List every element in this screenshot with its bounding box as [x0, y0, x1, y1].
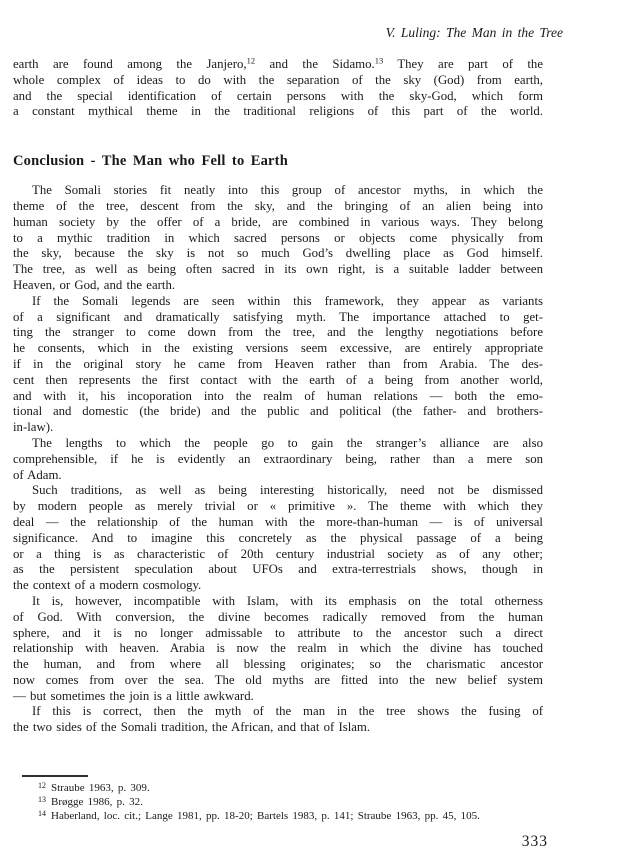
footnote-12 [13, 782, 543, 796]
text-line: comprehensible, if he is evidently an extraordinary being, rather than a mere son [13, 451, 543, 466]
text-line: Such traditions, as well as being interesting historically, need not be dismissed [32, 483, 543, 498]
footnotes-section [13, 775, 543, 823]
page-number: 333 [521, 833, 548, 850]
text-line: of God. With conversion, the divine becomes radically removed from the human [13, 609, 543, 624]
footnote-separator [22, 775, 88, 777]
text-line: a constant mythical theme in the traditional religions of this part of the world. [13, 104, 543, 119]
text-line: the human, and from where all blessing originates; so the charismatic ancestor [13, 657, 543, 672]
text-line: ting the stranger to come down from the tree, and the lengthy negotiations before [13, 325, 543, 340]
paragraph-5 [13, 483, 543, 594]
text-line: by modern people as merely trivial or « primitive ». The theme with which they [13, 499, 543, 514]
text-line: cent then represents the first contact with the earth of a being from another world, [13, 372, 543, 387]
text-segment: earth are found among the Janjero, [13, 57, 247, 71]
text-line: to a mythic tradition in which sacred persons or objects come physically from [13, 230, 543, 245]
footnote-text: Brøgge 1986, p. 32. [51, 795, 143, 808]
text-segment: They are part of the [383, 57, 543, 71]
paragraph-3 [13, 294, 543, 436]
text-line: he consents, which in the existing versions seem excessive, are entirely appropriate [13, 341, 543, 356]
paragraph-2 [13, 183, 543, 294]
text-line: tional and domestic (the bride) and the public and political (the father- and brothers- [13, 404, 543, 419]
text-line: human society by the offer of a bride, are combined in various ways. They belong [13, 214, 543, 229]
text-line: The tree, as well as being often sacred in its own right, is a suitable ladder between [13, 262, 543, 277]
text-line: If this is correct, then the myth of the man in the tree shows the fusing of [32, 704, 543, 719]
text-line: — but sometimes the join is a little awkward. [13, 688, 254, 703]
text-line: in-law). [13, 420, 54, 435]
text-line: deal — the relationship of the human with the more-than-human — is of universal [13, 514, 543, 529]
paragraph-6 [13, 594, 543, 705]
text-line: or a thing is as characteristic of 20th century industrial society as of any other; [13, 546, 543, 561]
footnote-ref-13: 13 [374, 55, 384, 66]
text-line: If the Somali legends are seen within this framework, they appear as variants [32, 293, 543, 308]
footnote-13 [13, 796, 543, 810]
text-line: significance. And to imagine this concretely as the physical passage of a being [13, 530, 543, 545]
paragraph-4 [13, 436, 543, 483]
text-line: and with it, his incoporation into the realm of human relations — both the emo- [13, 388, 543, 403]
text-line: if in the original story he came from Heaven rather than from Arabia. The des- [13, 356, 543, 371]
text-line: of a significant and dramatically satisfying myth. The importance attached to get- [13, 309, 543, 324]
footnote-14 [13, 810, 543, 824]
text-segment: and the Sidamo. [255, 57, 375, 71]
footnote-number: 14 [38, 808, 46, 818]
text-line: It is, however, incompatible with Islam, with its emphasis on the total otherness [32, 593, 543, 608]
text-line: The Somali stories fit neatly into this group of ancestor myths, in which the [32, 183, 543, 198]
section-heading: Conclusion - The Man who Fell to Earth [13, 153, 288, 170]
text-line: relationship with heaven. Arabia is now the realm in which the divine has touched [13, 641, 543, 656]
paragraph-7 [13, 704, 543, 736]
footnote-text: Straube 1963, p. 309. [51, 782, 150, 795]
footnote-text: Haberland, loc. cit.; Lange 1981, pp. 18-20; Bartels 1983, p. 141; Straube 1963, pp. 45, 105. [51, 809, 480, 822]
footnote-number: 12 [38, 781, 46, 791]
text-line: sphere, and it is no longer admissable to attribute to the ancestor such a direct [13, 625, 543, 640]
text-line: and the special identification of certain persons with the sky-God, which form [13, 88, 543, 103]
text-line [13, 57, 543, 73]
text-line: Heaven, or God, and the earth. [13, 277, 176, 292]
text-line: the sky, because the sky is not so much God’s dwelling place as God himself. [13, 246, 543, 261]
text-line: whole complex of ideas to do with the separation of the sky (God) from earth, [13, 72, 543, 87]
body-text [13, 57, 543, 823]
text-line: theme of the tree, descent from the sky, and the bringing of an alien being into [13, 198, 543, 213]
text-line: the two sides of the Somali tradition, the African, and that of Islam. [13, 720, 371, 735]
text-line: as the persistent speculation about UFOs and extra-terrestrials shows, though in [13, 562, 543, 577]
text-line: the context of a modern cosmology. [13, 578, 202, 593]
paragraph-1 [13, 57, 543, 120]
text-line: of Adam. [13, 467, 62, 482]
footnote-ref-12: 12 [246, 55, 256, 66]
running-header: V. Luling: The Man in the Tree [385, 25, 563, 40]
footnote-number: 13 [38, 794, 46, 804]
text-line: The lengths to which the people go to gain the stranger’s alliance are also [32, 435, 543, 450]
page-content [13, 24, 563, 823]
text-line: now comes from over the sea. The old myths are fitted into the new belief system [13, 672, 543, 687]
